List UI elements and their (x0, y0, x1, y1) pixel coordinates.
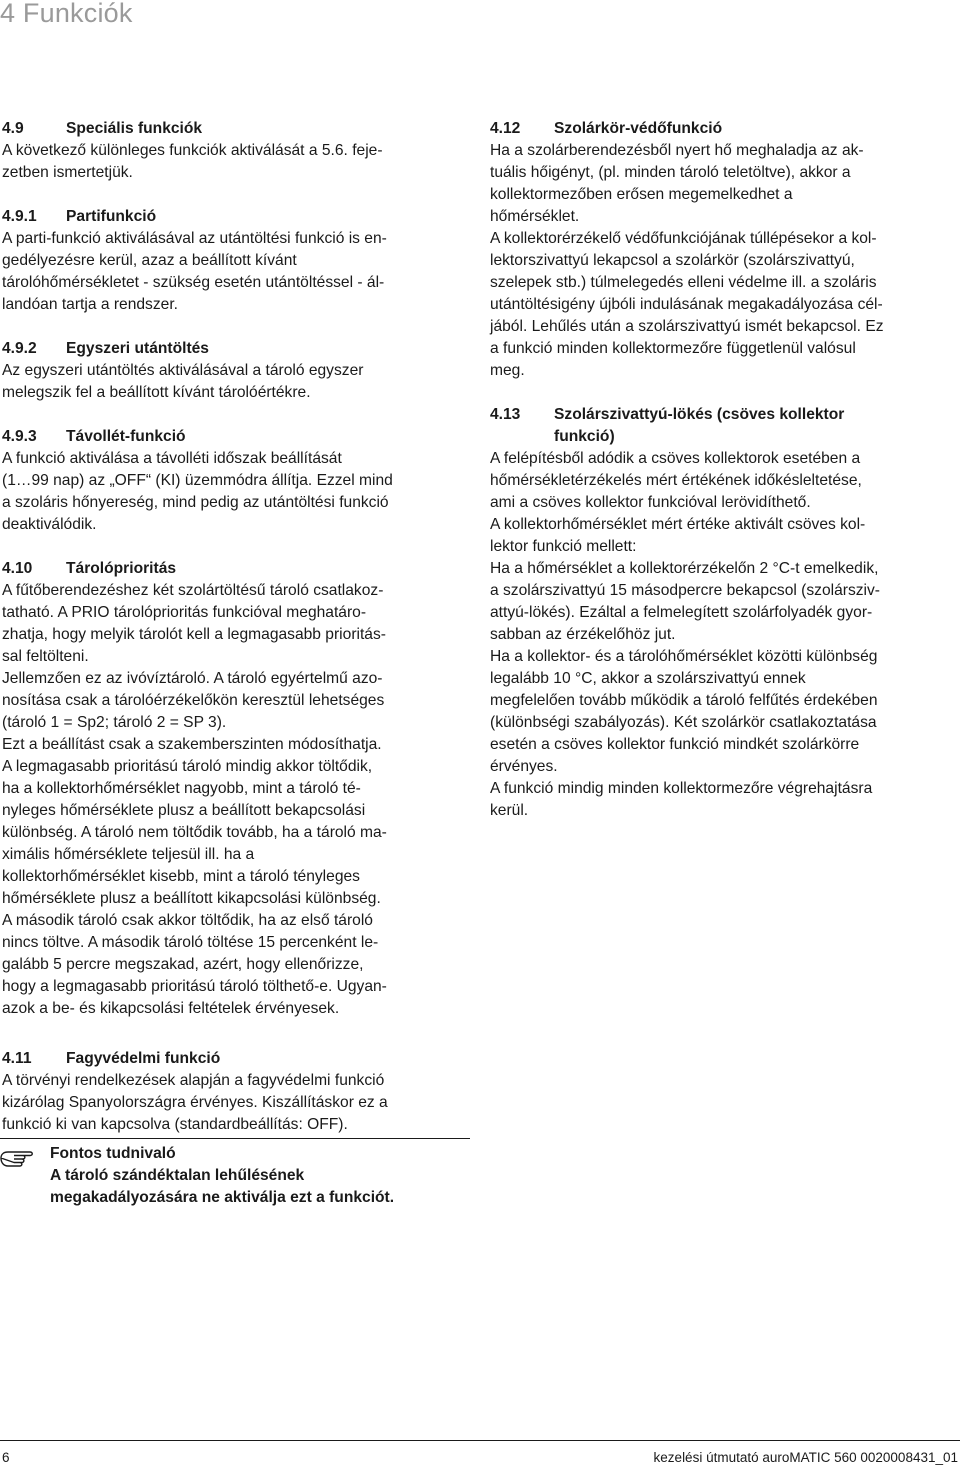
paragraph-line: a szoláris hőnyereség, mind pedig az utántöltési funkció (2, 494, 389, 511)
section-number: 4.13 (490, 406, 521, 423)
paragraph-line: ximális hőmérséklete teljesül ill. ha a (2, 846, 255, 863)
paragraph-line: nosítása csak a tárolóérzékelőkön keresztül lehetséges (2, 692, 385, 709)
paragraph-line: ami a csöves kollektor funkcióval lerövidíthető. (490, 494, 811, 511)
section-title-line: Szolárszivattyú-lökés (csöves kollektor (554, 406, 845, 423)
paragraph-line: legalább 10 °C, akkor a szolárszivattyú ennek (490, 670, 806, 687)
section-4-9 (2, 118, 470, 184)
paragraph-line: A kollektorérzékelő védőfunkciójának túllépésekor a kol- (490, 230, 877, 247)
paragraph-line: (különbségi szabályozás). Két szolárkör csatlakoztatása (490, 714, 877, 731)
paragraph-line: hőmérséklet. (490, 208, 580, 225)
page-footer (0, 1440, 960, 1465)
section-heading (2, 206, 470, 228)
paragraph-line: zhatja, hogy melyik tárolót kell a legmagasabb prioritás- (2, 626, 386, 643)
section-4-12 (490, 118, 958, 382)
section-4-9-3 (2, 426, 470, 536)
paragraph-line: kollektorhőmérséklet kisebb, mint a tároló tényleges (2, 868, 360, 885)
paragraph-line: Ha a szolárberendezésből nyert hő meghaladja az ak- (490, 142, 864, 159)
paragraph-line: deaktiválódik. (2, 516, 97, 533)
paragraph-line: azok a be- és kikapcsolási feltételek érvényesek. (2, 1000, 340, 1017)
paragraph-line: Ha a hőmérséklet a kollektorérzékelőn 2 °C-t emelkedik, (490, 560, 879, 577)
pointing-hand-icon (0, 1143, 50, 1209)
section-heading (2, 338, 470, 360)
paragraph-line: attyú-lökés). Ezáltal a felmelegített szolárfolyadék gyor- (490, 604, 873, 621)
section-number: 4.9 (2, 120, 24, 137)
section-heading (2, 558, 470, 580)
section-number: 4.9.2 (2, 340, 37, 357)
section-number: 4.9.1 (2, 208, 37, 225)
paragraph-line: esetén a csöves kollektor funkció mindkét szolárkörre (490, 736, 860, 753)
paragraph-line: lektorszivattyú lekapcsol a szolárkör (szolárszivattyú, (490, 252, 855, 269)
section-number: 4.9.3 (2, 428, 37, 445)
section-heading (490, 404, 958, 448)
paragraph-line: A kollektorhőmérséklet mért értéke aktivált csöves kol- (490, 516, 866, 533)
paragraph-line: a funkció minden kollektormezőre függetlenül valósul (490, 340, 856, 357)
paragraph-line: Ha a kollektor- és a tárolóhőmérséklet közötti különbség (490, 648, 878, 665)
section-heading (2, 118, 470, 140)
paragraph-line: megfelelően tovább működik a tároló felfűtés érdekében (490, 692, 878, 709)
paragraph-line: A legmagasabb prioritású tároló mindig akkor töltődik, (2, 758, 373, 775)
paragraph-line: sabban az érzékelőhöz jut. (490, 626, 676, 643)
paragraph-line: lektor funkció mellett: (490, 538, 637, 555)
note-line: megakadályozására ne aktiválja ezt a funkciót. (50, 1189, 395, 1206)
note-line: A tároló szándéktalan lehűlésének (50, 1167, 305, 1184)
paragraph-line: hőmérséklete plusz a beállított kikapcsolási különbség. (2, 890, 381, 907)
page-header-title: 4 Funkciók (0, 0, 133, 28)
paragraph-line: A fűtőberendezéshez két szolártöltésű tároló csatlakoz- (2, 582, 384, 599)
paragraph-line: Ezt a beállítást csak a szakemberszinten módosíthatja. (2, 736, 382, 753)
paragraph-line: melegszik fel a beállított kívánt tárolóértékre. (2, 384, 311, 401)
paragraph-line: hogy a legmagasabb prioritású tároló tölthető-e. Ugyan- (2, 978, 387, 995)
paragraph-line: sal feltölteni. (2, 648, 89, 665)
section-title: Partifunkció (66, 208, 157, 225)
paragraph-line: Az egyszeri utántöltés aktiválásával a tároló egyszer (2, 362, 364, 379)
paragraph-line: nincs töltve. A második tároló töltése 15 percenként le- (2, 934, 379, 951)
paragraph-line: galább 5 percre megszakad, azért, hogy ellenőrizze, (2, 956, 364, 973)
paragraph-line: utántöltésigény újbóli indulásának megakadályozása cél- (490, 296, 883, 313)
section-4-9-1 (2, 206, 470, 316)
paragraph-line: A törvényi rendelkezések alapján a fagyvédelmi funkció (2, 1072, 385, 1089)
paragraph-line: A felépítésből adódik a csöves kollektorok esetében a (490, 450, 861, 467)
section-4-11 (2, 1048, 470, 1136)
paragraph-line: kizárólag Spanyolországra érvényes. Kiszállításkor ez a (2, 1094, 388, 1111)
section-title: Egyszeri utántöltés (66, 340, 209, 357)
paragraph-line: A parti-funkció aktiválásával az utántöltési funkció is en- (2, 230, 387, 247)
section-heading (2, 1048, 470, 1070)
note-body (50, 1143, 470, 1209)
section-title-line: funkció) (554, 428, 615, 445)
section-title: Fagyvédelmi funkció (66, 1050, 221, 1067)
paragraph-line: érvényes. (490, 758, 558, 775)
paragraph-line: A második tároló csak akkor töltődik, ha az első tároló (2, 912, 373, 929)
left-column (2, 118, 470, 1158)
paragraph-line: ha a kollektorhőmérséklet nagyobb, mint a tároló té- (2, 780, 361, 797)
paragraph-line: A következő különleges funkciók aktiválását a 5.6. feje- (2, 142, 383, 159)
section-4-10 (2, 558, 470, 1020)
section-4-13 (490, 404, 958, 822)
paragraph-line: tuális hőigényt, (pl. minden tároló teletöltve), akkor a (490, 164, 851, 181)
page-number: 6 (2, 1450, 10, 1465)
section-title: Tárolóprioritás (66, 560, 177, 577)
section-number: 4.12 (490, 120, 521, 137)
paragraph-line: gedélyezésre kerül, azaz a beállított kívánt (2, 252, 297, 269)
document-reference: kezelési útmutató auroMATIC 560 0020008431_01 (653, 1450, 958, 1465)
paragraph-line: tárolóhőmérsékletet - szükség esetén utántöltéssel - ál- (2, 274, 385, 291)
paragraph-line: funkció ki van kapcsolva (standardbeállítás: OFF). (2, 1116, 348, 1133)
paragraph-line: nyleges hőmérséklete plusz a beállított bekapcsolási (2, 802, 366, 819)
paragraph-line: különbség. A tároló nem töltődik tovább, ha a tároló ma- (2, 824, 387, 841)
section-number: 4.11 (2, 1050, 32, 1067)
paragraph-line: landóan tartja a rendszer. (2, 296, 178, 313)
paragraph-line: A funkció aktiválása a távolléti időszak beállítását (2, 450, 342, 467)
right-column (490, 118, 958, 844)
paragraph-line: szelepek stb.) túlmelegedés elleni védelme ill. a szoláris (490, 274, 877, 291)
section-heading (2, 426, 470, 448)
paragraph-line: kerül. (490, 802, 529, 819)
paragraph-line: hőmérsékletérzékelés mért értékének időkésleltetése, (490, 472, 862, 489)
note-title: Fontos tudnivaló (50, 1145, 176, 1162)
paragraph-line: (1…99 nap) az „OFF“ (KI) üzemmódra állítja. Ezzel mind (2, 472, 393, 489)
section-4-9-2 (2, 338, 470, 404)
section-number: 4.10 (2, 560, 33, 577)
paragraph-line: Jellemzően ez az ivóvíztároló. A tároló egyértelmű azo- (2, 670, 383, 687)
section-title: Speciális funkciók (66, 120, 203, 137)
section-title (554, 404, 958, 448)
section-title: Szolárkör-védőfunkció (554, 120, 723, 137)
section-title: Távollét-funkció (66, 428, 186, 445)
paragraph-line: tatható. A PRIO tárolóprioritás funkcióval meghatáro- (2, 604, 367, 621)
paragraph-line: zetben ismertetjük. (2, 164, 133, 181)
paragraph-line: kollektormezőben erősen megemelkedhet a (490, 186, 793, 203)
paragraph-line: A funkció mindig minden kollektormezőre végrehajtásra (490, 780, 873, 797)
paragraph-line: meg. (490, 362, 525, 379)
section-heading (490, 118, 958, 140)
paragraph-line: a szolárszivattyú 15 másodpercre bekapcsol (szolársziv- (490, 582, 880, 599)
paragraph-line: jából. Lehűlés után a szolárszivattyú ismét bekapcsol. Ez (490, 318, 884, 335)
paragraph-line: (tároló 1 = Sp2; tároló 2 = SP 3). (2, 714, 227, 731)
important-note (0, 1138, 470, 1209)
